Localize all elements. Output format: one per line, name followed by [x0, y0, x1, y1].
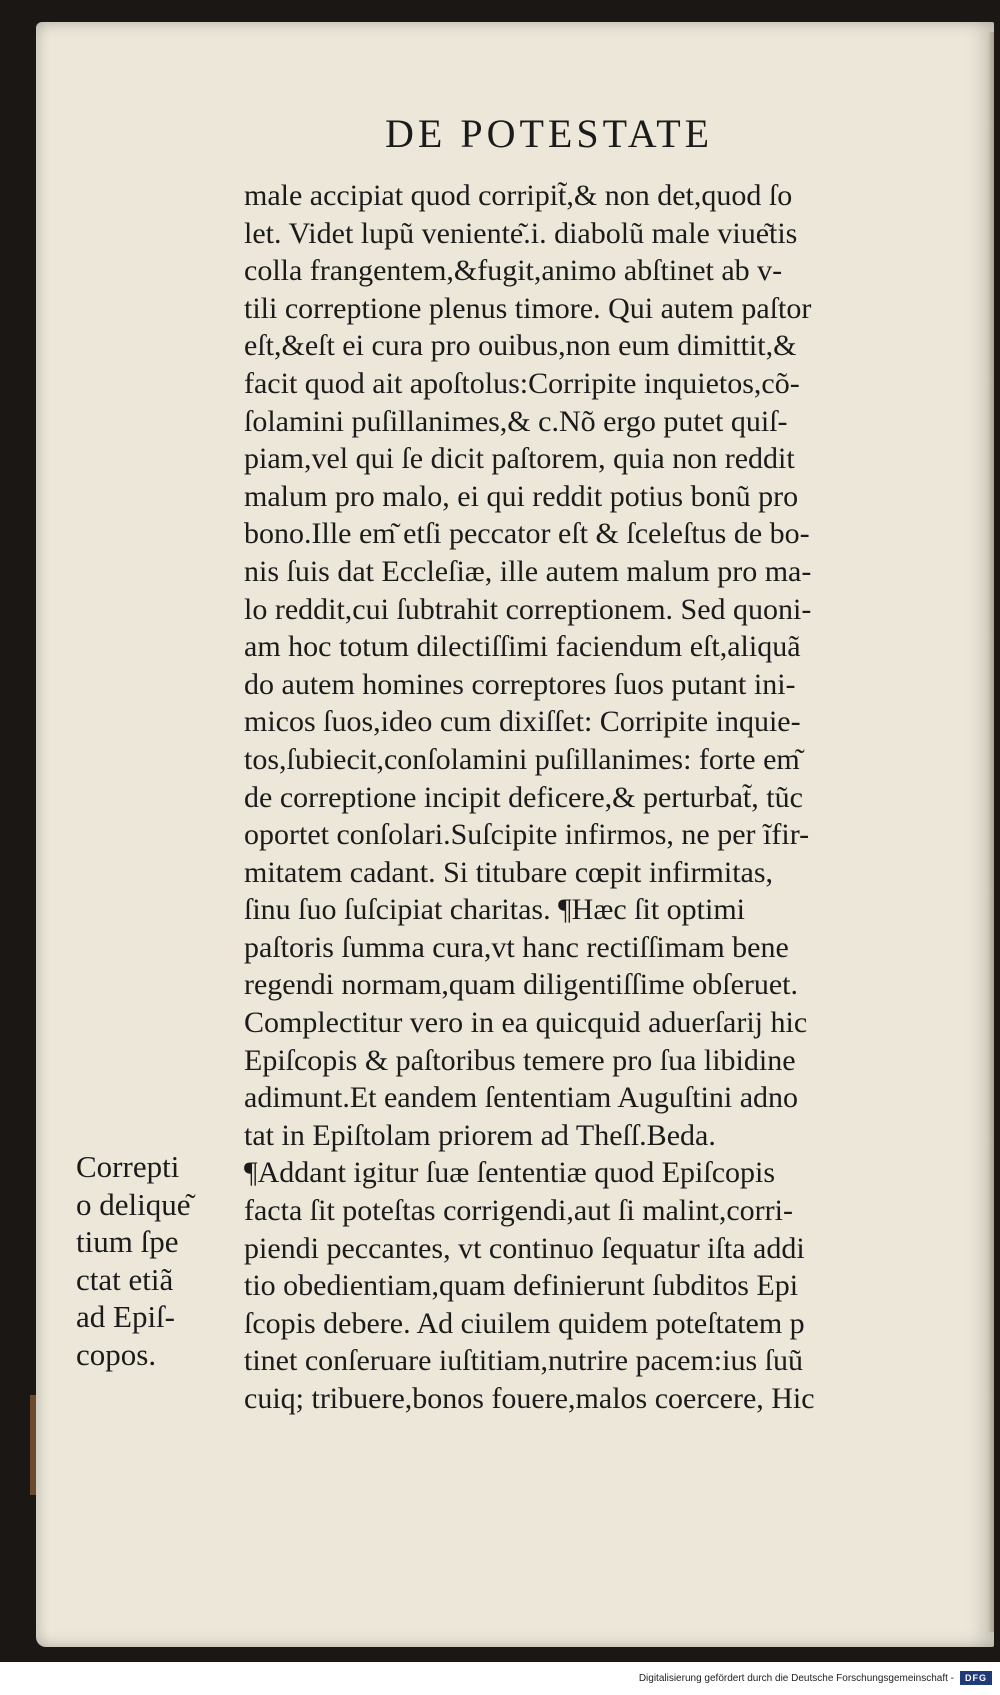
text-line: ſcopis debere. Ad ciuilem quidem poteſtatem p — [244, 1306, 805, 1340]
text-line: let. Videt lupũ veniente͂.i. diabolũ male viue͂tis — [244, 216, 798, 250]
text-line: regendi normam,quam diligentiſſime obſeruet. — [244, 968, 799, 1002]
text-line: cuiq; tribuere,bonos fouere,malos coercere, Hic — [244, 1382, 815, 1415]
main-text-block — [244, 177, 944, 1418]
text-line: Complectitur vero in ea quicquid aduerſarij hic — [244, 1006, 808, 1040]
text-line: adimunt.Et eandem ſententiam Auguſtini adno — [244, 1081, 799, 1115]
text-line: ſinu ſuo ſuſcipiat charitas. ¶Hæc ſit optimi — [244, 893, 746, 927]
text-line: tos,ſubiecit,conſolamini puſillanimes: forte em͂ — [244, 742, 800, 776]
text-line: ¶Addant igitur ſuæ ſententiæ quod Epiſcopis — [244, 1156, 776, 1190]
margin-note — [76, 1148, 236, 1374]
text-line: oportet conſolari.Suſcipite infirmos, ne per ĩfir- — [244, 818, 810, 852]
dfg-logo: DFG — [960, 1671, 992, 1685]
text-line: eſt,&eſt ei cura pro ouibus,non eum dimittit,& — [244, 329, 797, 363]
funding-credit: Digitalisierung gefördert durch die Deutsche Forschungsgemeinschaft - — [638, 1673, 954, 1684]
margin-note-line: ctat etiã — [76, 1261, 174, 1297]
margin-note-line: tium ſpe — [76, 1224, 179, 1260]
text-line: ſolamini puſillanimes,& c.Nõ ergo putet quiſ- — [244, 404, 788, 438]
margin-note-line: o delique͂ — [76, 1186, 191, 1222]
text-line: do autem homines correptores ſuos putant ini- — [244, 667, 796, 701]
text-line: facit quod ait apoſtolus:Corripite inquietos,cõ- — [244, 366, 800, 400]
text-line: tinet conſeruare iuſtitiam,nutrire pacem:ius ſuũ — [244, 1344, 803, 1378]
text-line: facta ſit poteſtas corrigendi,aut ſi malint,corri- — [244, 1194, 793, 1228]
margin-note-line: copos. — [76, 1336, 157, 1372]
text-line: piendi peccantes, vt continuo ſequatur iſta addi — [244, 1231, 805, 1265]
page-edge-shadow — [988, 32, 994, 1632]
margin-note-line: Correpti — [76, 1149, 180, 1184]
text-line: colla frangentem,&fugit,animo abſtinet ab v- — [244, 254, 783, 288]
running-head: DE POTESTATE — [385, 111, 714, 156]
text-line: micos ſuos,ideo cum dixiſſet: Corripite inquie- — [244, 705, 801, 739]
text-line: tat in Epiſtolam priorem ad Theſſ.Beda. — [244, 1118, 716, 1152]
digitization-footer — [0, 1662, 1000, 1695]
margin-note-line: ad Epiſ- — [76, 1299, 175, 1335]
text-line: malum pro malo, ei qui reddit potius bonũ pro — [244, 479, 799, 513]
text-line: male accipiat quod corripit̃,& non det,quod ſo — [244, 179, 793, 212]
text-line: bono.Ille em͂ etſi peccator eſt & ſceleſtus de bo- — [244, 517, 810, 551]
text-line: de correptione incipit deficere,& perturbat̃, tũc — [244, 780, 803, 814]
text-line: tili correptione plenus timore. Qui autem paſtor — [244, 291, 812, 325]
text-line: mitatem cadant. Si titubare cœpit infirmitas, — [244, 855, 774, 889]
text-line: am hoc totum dilectiſſimi faciendum eſt,aliquã — [244, 630, 801, 664]
text-line: Epiſcopis & paſtoribus temere pro ſua libidine — [244, 1043, 796, 1077]
text-line: lo reddit,cui ſubtrahit correptionem. Sed quoni- — [244, 592, 812, 626]
text-line: nis ſuis dat Eccleſiæ, ille autem malum pro ma- — [244, 554, 812, 588]
text-line: tio obedientiam,quam definierunt ſubditos Epi — [244, 1269, 799, 1303]
text-line: paſtoris ſumma cura,vt hanc rectiſſimam bene — [244, 930, 789, 964]
text-line: piam,vel qui ſe dicit paſtorem, quia non reddit — [244, 442, 795, 476]
